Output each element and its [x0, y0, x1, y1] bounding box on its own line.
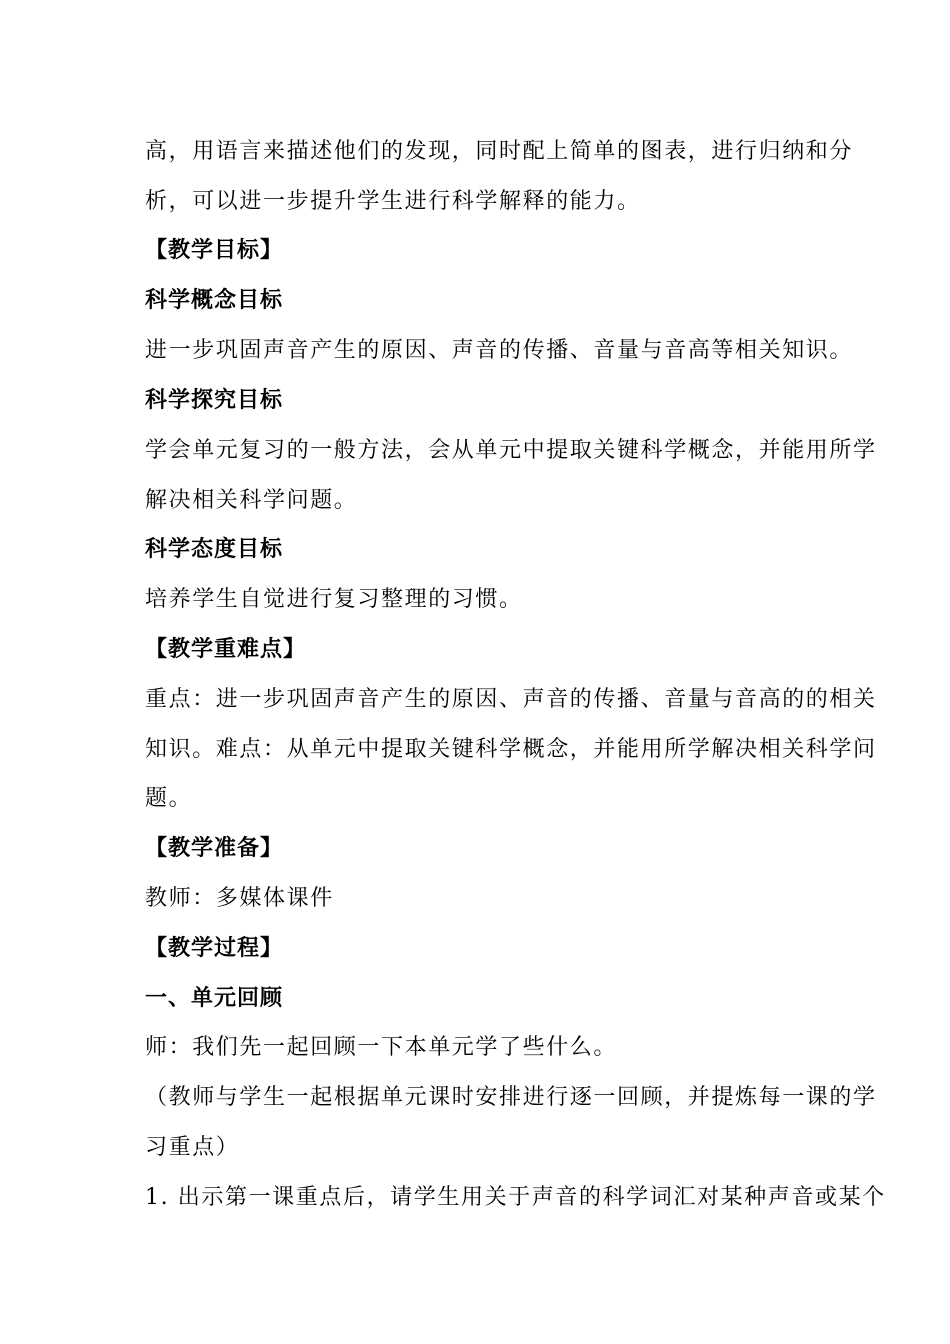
paragraph-line: 题。: [145, 786, 193, 811]
paragraph-line: 高，用语言来描述他们的发现，同时配上简单的图表，进行归纳和分: [145, 139, 854, 164]
paragraph-line: 习重点）: [145, 1135, 240, 1160]
paragraph-line: 重点：进一步巩固声音产生的原因、声音的传播、音量与音高的的相关: [145, 687, 877, 712]
section-heading-preparation: 【教学准备】: [145, 836, 284, 861]
section-heading-key-points: 【教学重难点】: [145, 637, 307, 662]
paragraph-line: 知识。难点：从单元中提取关键科学概念，并能用所学解决相关科学问: [145, 737, 877, 762]
subheading-unit-review: 一、单元回顾: [145, 986, 284, 1011]
subheading-attitude-goal: 科学态度目标: [145, 537, 284, 562]
paragraph-line: 学会单元复习的一般方法，会从单元中提取关键科学概念，并能用所学: [145, 438, 877, 463]
paragraph-line: 教师：多媒体课件: [145, 886, 334, 911]
paragraph-line: 培养学生自觉进行复习整理的习惯。: [145, 587, 523, 612]
paragraph-line: 进一步巩固声音产生的原因、声音的传播、音量与音高等相关知识。: [145, 338, 854, 363]
paragraph-line: （教师与学生一起根据单元课时安排进行逐一回顾，并提炼每一课的学: [145, 1085, 877, 1110]
subheading-inquiry-goal: 科学探究目标: [145, 388, 284, 413]
paragraph-line: 师：我们先一起回顾一下本单元学了些什么。: [145, 1035, 618, 1060]
paragraph-line: 析，可以进一步提升学生进行科学解释的能力。: [145, 189, 641, 214]
section-heading-process: 【教学过程】: [145, 936, 284, 961]
subheading-concept-goal: 科学概念目标: [145, 288, 284, 313]
paragraph-line: 解决相关科学问题。: [145, 488, 358, 513]
paragraph-line: 1. 出示第一课重点后，请学生用关于声音的科学词汇对某种声音或某个: [145, 1185, 886, 1210]
section-heading-teaching-goals: 【教学目标】: [145, 238, 284, 263]
